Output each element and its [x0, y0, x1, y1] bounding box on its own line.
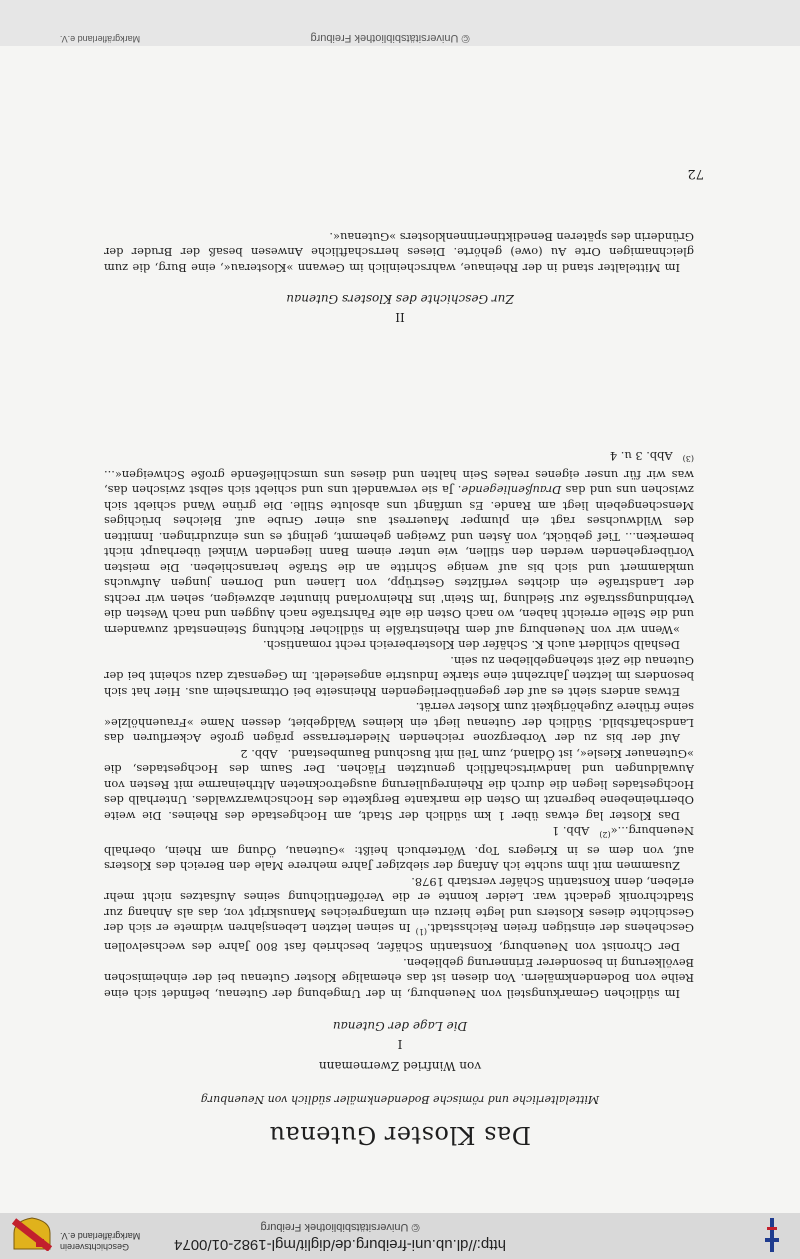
- paragraph: Deshalb schildert auch K. Schäfer den Klosterbereich recht romantisch.: [262, 638, 680, 653]
- paragraph: [104, 745, 694, 823]
- copyright-notice: © Universitätsbibliothek Freiburg: [260, 1221, 420, 1233]
- paragraph: [104, 447, 694, 637]
- paragraph-text: Das Kloster lag etwas über 1 km südlich der Stadt, am Hochgestade des Rheines. Die weite Oberrheinebene begrenzt im Osten die markante Bergkette des Hochschwarzwaldes. Unterhalb des Hochgestades liegen die durch die Rheinregulierung ausgetrockneten Altrheinarme mit Resten von Auwaldungen und landwirtschaftlich genutzten Flächen. Der Saum des Hochgestades, die »Gutenauer Kiesle«, ist Ödland, zum Teil mit Buschund Baumbestand.: [104, 746, 694, 823]
- paragraph-text: In seinen letzten Lebensjahren widmete er sich der Geschichte dieses Klosters und legte hierzu ein umfangreiches Manuskript vor, das als Anhang zur Stadtchronik gedacht war. Leider konnte er die Veröffentlichung seines Aufsatzes nicht mehr erleben, denn Konstantin Schäfer verstarb 1978.: [104, 874, 694, 936]
- figure-ref: Abb. 1: [552, 824, 590, 839]
- emphasis: Draußenliegende: [461, 483, 562, 498]
- article-subtitle: Mittelalterliche und römische Bodendenkmäler südlich von Neuenburg: [200, 1093, 600, 1106]
- figure-ref: Abb. 2: [240, 746, 278, 761]
- viewer-header: [0, 1213, 800, 1259]
- figure-ref: Abb. 3 u. 4: [609, 448, 673, 463]
- paragraph-text: Der Chronist von Neuenburg, Konstantin Schäfer, beschrieb fast 800 Jahre des wechselvollen Geschehens der einstigen freien Reichsstadt.: [104, 921, 694, 955]
- coat-of-arms-icon: [8, 1219, 52, 1251]
- article-title: Das Kloster Gutenau: [269, 1121, 532, 1149]
- section-1-body: [104, 447, 694, 1001]
- footer-society: Markgräflerland e.V.: [59, 34, 141, 44]
- library-logo-icon: [750, 1217, 794, 1253]
- paragraph: Im südlichen Gemarkungsteil von Neuenburg, in der Umgebung der Gutenau, befindet sich eine Reihe von Bodendenkmälern. Von diesen ist das ehemalige Kloster Gutenau bei der einheimischen Bevölkerung in besonderer Erinnerung geblieben.: [104, 956, 694, 1001]
- society-name: [60, 1230, 160, 1252]
- footer-copyright: © Universitätsbibliothek Freiburg: [310, 32, 470, 44]
- society-line-1: Geschichtsverein: [60, 1242, 130, 1252]
- paragraph: Im Mittelalter stand in der Rheinaue, wahrscheinlich im Gewann »Klosterau«, eine Burg, die zum gleichnamigen Orte Au (owe) gehörte. Dieses herrschaftliche Anwesen besaß der Bruder der Gründerin des späteren Benediktinerinnenklosters »Gutenau«.: [104, 230, 694, 275]
- section-1-title: Die Lage der Gutenau: [332, 1019, 468, 1033]
- page-number: 72: [687, 166, 704, 181]
- paragraph-text: »Wenn wir von Neuenburg auf dem Rheinstraßle in südlicher Richtung Steinenstadt zuwandern und die Stelle erreicht haben, wo nach Osten die alte Fahrstraße nach Auggen und nach Westen die Verbindungsstraße zur Siedlung 'Im Stein' ins Rheinvorland hinunter abzweigen, sehen wir rechts der Landstraße ein dichtes verfilztes Gestrüpp, von Lianen und Dornen jungen Aufwuchs umklammert und sich bis auf wenige Schritte an die Straße heranschieben. Die meisten Vorübergehenden werden den stillen, wie unter einem Bann liegenden Winkel überhaupt nicht bemerken... Tief gebückt, von Ästen und Zweigen gehemmt, gelingt es uns einzudringen. Inmitten des Wildwuchses ragt ein plumper Mauerrest aus einer Grube auf. Bleiches brüchiges Menschengebein liegt am Rande. Es umfängt uns absolute Stille. Die grüne Wand schiebt sich zwischen uns und das: [104, 483, 694, 637]
- section-2-number: II: [395, 310, 405, 324]
- paragraph: [104, 823, 694, 873]
- section-2-body: [104, 229, 694, 276]
- article-author: von Winfried Zwernemann: [318, 1059, 482, 1073]
- footnote-ref: (2): [599, 830, 611, 840]
- section-2-title: Zur Geschichte des Klosters Gutenau: [286, 292, 514, 306]
- paragraph: [104, 873, 694, 954]
- footnote-ref: (3): [682, 454, 694, 464]
- document-url[interactable]: http://dl.ub.uni-freiburg.de/diglit/mgl-1982-01/0074: [174, 1236, 506, 1253]
- society-line-2: Markgräflerland e.V.: [60, 1231, 141, 1241]
- paragraph: Etwas anders sieht es auf der gegenüberliegenden Rheinseite bei Ottmarsheim aus. Hier hat sich besonders im letzten Jahrzehnt eine starke Industrie angesiedelt. Im Gegensatz dazu scheint bei der Gutenau die Zeit stehengeblieben zu sein.: [104, 653, 694, 699]
- footnote-ref: (1): [415, 927, 427, 936]
- paragraph-text: . Ja sie verwandelt uns und schiebt sich selbst zwischen das, was wir für unser eigenes reales Sein halten und dieses uns umschließende große Schweigen«...: [104, 467, 694, 498]
- paragraph: Auf der bis zu der Vorbergzone reichenden Niederterrasse prägen große Ackerfluren das Landschaftsbild. Südlich der Gutenau liegt ein kleines Waldgebiet, dessen Name »Frauenhölzle« seine frühere Zugehörigkeit zum Kloster verrät.: [104, 700, 694, 746]
- paragraph-text: Zusammen mit ihm suchte ich Anfang der siebziger Jahre mehrere Male den Bereich des Klosters auf, von dem es in Kriegers Top. Wörterbuch heißt: »Gutenau, Ödung am Rhein, oberhalb Neuenburg...«: [104, 824, 694, 874]
- viewer-footer: [0, 0, 800, 46]
- section-1-number: I: [397, 1037, 403, 1051]
